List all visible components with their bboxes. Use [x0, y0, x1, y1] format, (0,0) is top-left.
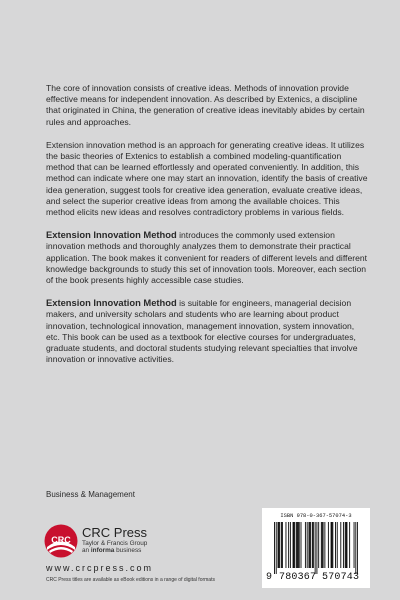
barcode-bar: [301, 522, 302, 568]
paragraph-3: [46, 229, 368, 286]
barcode-bar: [331, 522, 332, 568]
logo-text: CRC: [51, 535, 71, 545]
barcode-bar: [276, 522, 277, 574]
barcode-bar: [309, 522, 310, 568]
barcode-bar: [294, 522, 295, 568]
barcode-bar: [293, 522, 294, 568]
barcode-bar: [324, 522, 325, 568]
barcode-bar: [343, 522, 344, 568]
barcode-bar: [318, 522, 319, 568]
barcode-bar: [279, 522, 280, 568]
paragraph-1: [46, 82, 368, 128]
barcode-bar: [293, 522, 294, 568]
barcode-bar: [345, 522, 346, 568]
description-text: [46, 82, 368, 376]
barcode-bar: [328, 522, 329, 568]
barcode-bar: [281, 522, 282, 568]
publisher-block: [82, 526, 147, 555]
barcode-digits-left: 780367: [279, 572, 317, 583]
publisher-url[interactable]: www.crcpress.com: [46, 563, 154, 573]
ebook-footnote: CRC Press titles are available as eBook editions in a range of digital formats: [46, 577, 215, 583]
barcode-bar: [323, 522, 324, 568]
barcode-digit-first: 9: [266, 572, 273, 583]
paragraph-2-text: Extension innovation method is an approach for generating creative ideas. It utilizes the basic theories of Extenics to establish a combined modeling-quantification method that can be learned effortlessly and operated conveniently. In addition, this method can indicate where one may start an innovation, identify the basis of creative idea generation, suggest tools for creative idea generation, evaluate creative ideas, and select the superior creative ideas from among the available choices. This method elicits new ideas and resolves contradictory problems in various fields.: [46, 139, 368, 218]
barcode-bar: [274, 522, 275, 574]
barcode-bar: [340, 522, 341, 568]
paragraph-3-bold: Extension Innovation Method: [46, 229, 177, 241]
subject-category: Business & Management: [46, 490, 135, 499]
barcode-bar: [299, 522, 300, 568]
barcode-bar: [307, 522, 308, 568]
paragraph-2: [46, 139, 368, 218]
barcode-bar: [297, 522, 298, 568]
isbn-label: ISBN 978-0-367-57074-3: [280, 513, 352, 519]
barcode-bar: [347, 522, 348, 568]
barcode-bar: [315, 522, 316, 574]
barcode-bar: [310, 522, 311, 568]
barcode-bar: [335, 522, 336, 568]
paragraph-4: [46, 297, 368, 365]
barcode-bar: [355, 522, 356, 574]
barcode-bar: [282, 522, 283, 568]
publisher-name: CRC Press: [82, 525, 148, 540]
barcode-bar: [288, 522, 289, 568]
barcode-digits-right: 570743: [322, 572, 360, 583]
barcode-bar: [349, 522, 350, 568]
barcode-bar: [278, 522, 279, 568]
paragraph-3-text: introduces the commonly used extension innovation methods and thoroughly analyzes them to demonstrate their practical application. The book makes it convenient for readers of different levels and different knowledge backgrounds to study this set of innovation tools. Moreover, each section of the book presents highly accessible case studies.: [46, 230, 368, 286]
paragraph-4-text: is suitable for engineers, managerial decision makers, and university scholars and students who are learning about product innovation, technological innovation, management innovation, system innovation, etc. This book can be used as a textbook for elective courses for undergraduates, graduate students, and doctoral students studying relevant specialties that involve innovation or innovative activities.: [46, 298, 358, 365]
barcode-bar: [312, 522, 313, 568]
barcode-bar: [298, 522, 299, 568]
barcode-bar: [285, 522, 286, 568]
barcode: [274, 522, 358, 574]
barcode-bar: [354, 522, 355, 568]
barcode-bar: [296, 522, 297, 568]
barcode-bar: [313, 522, 314, 568]
barcode-bar: [322, 522, 323, 568]
paragraph-4-bold: Extension Innovation Method: [46, 297, 177, 309]
barcode-bar: [316, 522, 317, 574]
publisher-business: [82, 547, 147, 554]
barcode-bar: [357, 522, 358, 574]
barcode-bar: [278, 522, 279, 568]
barcode-bar: [321, 522, 322, 568]
barcode-bar: [331, 522, 332, 568]
barcode-bar: [290, 522, 291, 568]
business-bold: informa: [90, 547, 115, 555]
barcode-bar: [308, 522, 309, 568]
barcode-bar: [337, 522, 338, 568]
barcode-bar: [332, 522, 333, 568]
barcode-box: [262, 508, 370, 588]
barcode-bar: [305, 522, 306, 568]
barcode-bar: [346, 522, 347, 568]
crc-press-logo: [44, 524, 78, 558]
business-suffix: business: [116, 547, 142, 555]
publisher-group: Taylor & Francis Group: [82, 540, 148, 547]
paragraph-1-text: The core of innovation consists of creative ideas. Methods of innovation provide effective means for independent innovation. As described by Extenics, a discipline that originated in China, the generation of creative ideas inevitably abides by certain rules and approaches.: [46, 83, 365, 127]
business-prefix: an: [82, 547, 90, 555]
